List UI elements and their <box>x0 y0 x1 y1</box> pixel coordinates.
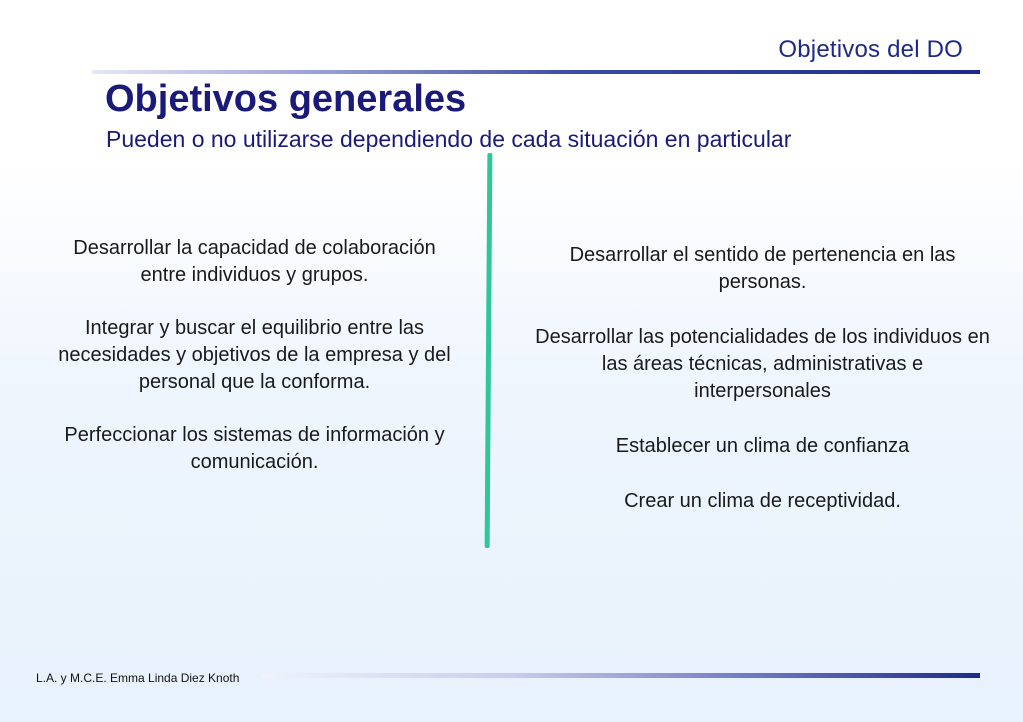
right-objective-item: Establecer un clima de confianza <box>615 435 910 457</box>
right-objective-item: Desarrollar el sentido de pertenencia en las personas. <box>569 244 956 293</box>
left-objective-item: Perfeccionar los sistemas de información y comunicación. <box>64 424 445 473</box>
header-rule <box>92 70 980 74</box>
header-section-title: Objetivos del DO <box>778 36 963 63</box>
left-objectives-column <box>52 235 457 476</box>
footer-rule <box>262 673 980 678</box>
page-subtitle: Pueden o no utilizarse dependiendo de cada situación en particular <box>106 126 792 152</box>
left-objective-item: Integrar y buscar el equilibrio entre las necesidades y objetivos de la empresa y del personal que la conforma. <box>58 317 451 393</box>
footer-author: L.A. y M.C.E. Emma Linda Diez Knoth <box>36 671 240 685</box>
right-objective-item: Crear un clima de receptividad. <box>624 490 901 512</box>
right-objectives-column <box>535 242 990 515</box>
column-divider <box>485 153 493 548</box>
page-title: Objetivos generales <box>105 78 467 120</box>
right-objective-item: Desarrollar las potencialidades de los individuos en las áreas técnicas, administrativas e interpersonales <box>535 326 990 402</box>
left-objective-item: Desarrollar la capacidad de colaboración entre individuos y grupos. <box>73 237 436 286</box>
